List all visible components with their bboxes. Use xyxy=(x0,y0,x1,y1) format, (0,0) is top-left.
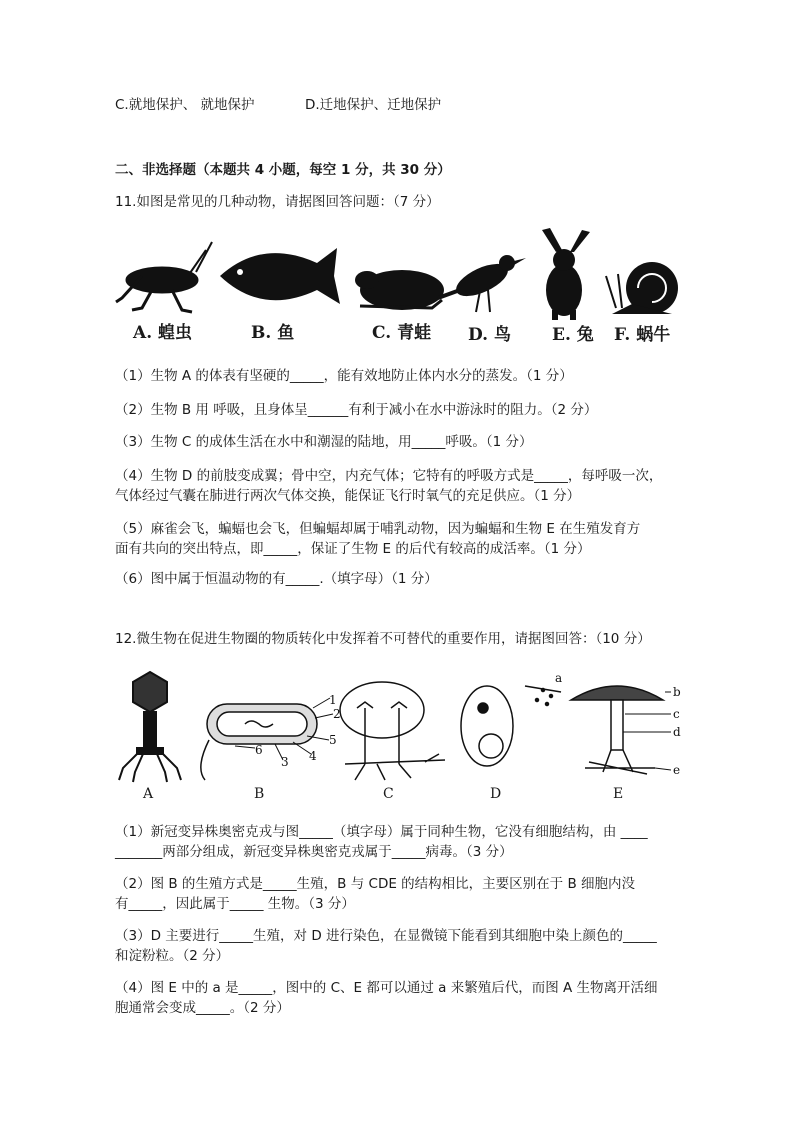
b-label-3: 3 xyxy=(281,755,289,769)
grasshopper-image xyxy=(116,242,212,312)
label-fish: B. 鱼 xyxy=(251,323,295,343)
b-label-6: 6 xyxy=(255,743,263,757)
fish-image xyxy=(220,248,340,304)
bacteriophage-image xyxy=(119,672,181,782)
q11-stem: 11.如图是常见的几种动物，请据图回答问题：（7 分） xyxy=(115,194,440,210)
q11-item-4-line-2: 气体经过气囊在肺进行两次气体交换，能保证飞行时氧气的充足供应。（1 分） xyxy=(115,488,581,504)
label-grasshopper: A. 蝗虫 xyxy=(133,323,193,343)
q12-item-4-line-1: （4）图 E 中的 a 是_____，图中的 C、E 都可以通过 a 来繁殖后代，而图 A 生物离开活细 xyxy=(115,980,658,996)
snail-image xyxy=(606,262,678,314)
e-label-d: d xyxy=(673,725,681,739)
e-label-a: a xyxy=(555,671,563,685)
fig-label-c: C xyxy=(383,786,394,802)
q12-microbe-figure xyxy=(115,668,685,788)
option-d: D.迁地保护、迁地保护 xyxy=(305,97,442,113)
section-heading: 二、非选择题（本题共 4 小题，每空 1 分，共 30 分） xyxy=(115,162,451,178)
q12-item-2-line-1: （2）图 B 的生殖方式是_____生殖，B 与 CDE 的结构相比，主要区别在于 B 细胞内没 xyxy=(115,876,636,892)
q12-item-3-line-1: （3）D 主要进行_____生殖，对 D 进行染色，在显微镜下能看到其细胞中染上颜色的_____ xyxy=(115,928,657,944)
frog-image xyxy=(355,270,444,310)
bird-image xyxy=(438,255,526,312)
q11-item-4-line-1: （4）生物 D 的前肢变成翼；骨中空，内充气体；它特有的呼吸方式是_____，每呼吸一次， xyxy=(115,468,663,484)
b-label-1: 1 xyxy=(329,693,337,707)
fig-label-d: D xyxy=(490,786,502,802)
q12-item-2-line-2: 有_____，因此属于_____ 生物。（3 分） xyxy=(115,896,355,912)
mushroom-image xyxy=(525,686,671,774)
q12-item-4-line-2: 胞通常会变成_____。（2 分） xyxy=(115,1000,290,1016)
q11-item-6: （6）图中属于恒温动物的有_____.（填字母）（1 分） xyxy=(115,571,438,587)
label-frog: C. 青蛙 xyxy=(372,323,432,343)
q12-stem: 12.微生物在促进生物圈的物质转化中发挥着不可替代的重要作用，请据图回答：（10 分） xyxy=(115,631,651,647)
label-bird: D. 鸟 xyxy=(468,325,511,345)
bacterium-image xyxy=(201,698,333,780)
q12-item-1-line-1: （1）新冠变异株奥密克戎与图_____（填字母）属于同种生物，它没有细胞结构，由 ____ xyxy=(115,824,648,840)
q11-item-1: （1）生物 A 的体表有坚硬的_____，能有效地防止体内水分的蒸发。（1 分） xyxy=(115,368,573,384)
e-label-b: b xyxy=(673,685,681,699)
q11-item-3: （3）生物 C 的成体生活在水中和潮湿的陆地，用_____呼吸。（1 分） xyxy=(115,434,533,450)
q12-item-3-line-2: 和淀粉粒。（2 分） xyxy=(115,948,230,964)
b-label-2: 2 xyxy=(333,707,341,721)
fig-label-e: E xyxy=(613,786,624,802)
yeast-image xyxy=(461,686,513,766)
label-snail: F. 蜗牛 xyxy=(614,325,671,345)
q11-item-5-line-1: （5）麻雀会飞，蝙蝠也会飞，但蝙蝠却属于哺乳动物，因为蝙蝠和生物 E 在生殖发育方 xyxy=(115,521,641,537)
mold-image xyxy=(340,682,445,780)
fig-label-b: B xyxy=(254,786,265,802)
b-label-5: 5 xyxy=(329,733,337,747)
q11-item-5-line-2: 面有共向的突出特点，即_____，保证了生物 E 的后代有较高的成活率。（1 分） xyxy=(115,541,591,557)
e-label-e: e xyxy=(673,763,681,777)
label-rabbit: E. 兔 xyxy=(552,325,594,345)
fig-label-a: A xyxy=(143,786,154,802)
q12-item-1-line-2: _______两部分组成，新冠变异株奥密克戎属于_____病毒。（3 分） xyxy=(115,844,513,860)
q11-item-2: （2）生物 B 用 呼吸，且身体呈______有利于减小在水中游泳时的阻力。（2 分） xyxy=(115,402,598,418)
b-label-4: 4 xyxy=(309,749,317,763)
e-label-c: c xyxy=(673,707,680,721)
rabbit-image xyxy=(542,228,590,320)
q11-animal-figure xyxy=(112,228,682,320)
option-c: C.就地保护、 就地保护 xyxy=(115,97,255,113)
